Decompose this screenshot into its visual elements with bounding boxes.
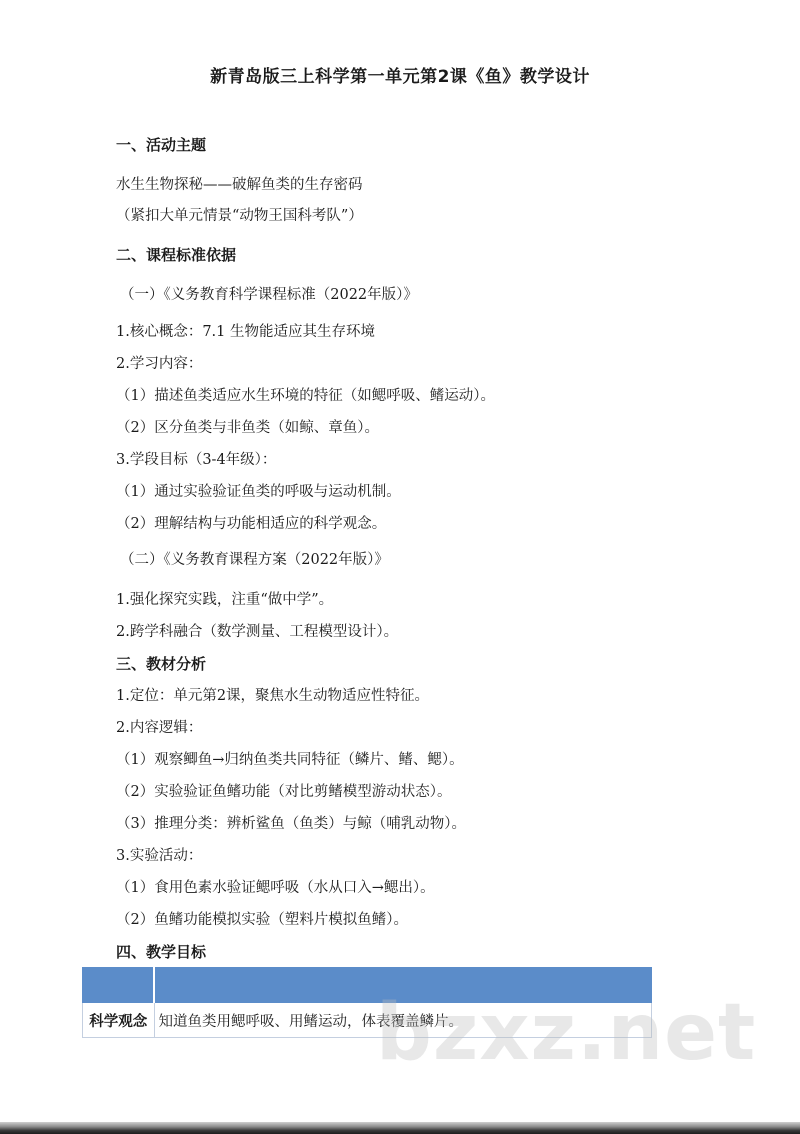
teaching-goals-table xyxy=(82,967,652,1038)
textbook-position: 1.定位：单元第2课，聚焦水生动物适应性特征。 xyxy=(116,688,430,704)
experiment-item: （1）食用色素水验证鳃呼吸（水从口入→鳃出）。 xyxy=(116,880,435,896)
experiment-item: （2）鱼鳍功能模拟实验（塑料片模拟鱼鳍）。 xyxy=(116,912,408,928)
content-logic-item: （2）实验验证鱼鳍功能（对比剪鳍模型游动状态）。 xyxy=(116,784,452,800)
activity-theme-context: （紧扣大单元情景“动物王国科考队”） xyxy=(116,208,363,224)
stage-goal-item: （1）通过实验验证鱼类的呼吸与运动机制。 xyxy=(116,484,401,500)
core-concept: 1.核心概念：7.1 生物能适应其生存环境 xyxy=(116,324,376,340)
document-title: 新青岛版三上科学第一单元第2课《鱼》教学设计 xyxy=(210,67,590,87)
goal-description-cell: 知道鱼类用鳃呼吸、用鳍运动，体表覆盖鳞片。 xyxy=(154,1003,651,1038)
table-header-cell xyxy=(83,968,155,1003)
section-heading-activity-theme: 一、活动主题 xyxy=(116,136,207,154)
content-logic-item: （1）观察鲫鱼→归纳鱼类共同特征（鳞片、鳍、鳃）。 xyxy=(116,752,464,768)
experiment-label: 3.实验活动： xyxy=(116,848,203,864)
activity-theme-text: 水生生物探秘——破解鱼类的生存密码 xyxy=(116,177,363,193)
section-heading-teaching-goals: 四、教学目标 xyxy=(116,943,207,961)
section-heading-curriculum-standard: 二、课程标准依据 xyxy=(116,246,237,264)
plan-item: 1.强化探究实践，注重“做中学”。 xyxy=(116,592,334,608)
standard-title-science: （一）《义务教育科学课程标准（2022年版）》 xyxy=(120,287,418,303)
learning-content-item: （2）区分鱼类与非鱼类（如鲸、章鱼）。 xyxy=(116,420,379,436)
stage-goal-label: 3.学段目标（3-4年级）： xyxy=(116,452,277,468)
learning-content-item: （1）描述鱼类适应水生环境的特征（如鳃呼吸、鳍运动）。 xyxy=(116,388,495,404)
goal-category-cell: 科学观念 xyxy=(83,1003,155,1038)
stage-goal-item: （2）理解结构与功能相适应的科学观念。 xyxy=(116,516,387,532)
table-header-row xyxy=(83,968,652,1003)
standard-title-plan: （二）《义务教育课程方案（2022年版）》 xyxy=(120,552,389,568)
watermark: bzxz.net xyxy=(376,988,757,1078)
section-heading-textbook-analysis: 三、教材分析 xyxy=(116,655,207,673)
table-row xyxy=(83,1003,652,1038)
page-bottom-edge xyxy=(0,1122,800,1134)
plan-item: 2.跨学科融合（数学测量、工程模型设计）。 xyxy=(116,624,399,640)
content-logic-label: 2.内容逻辑： xyxy=(116,720,203,736)
learning-content-label: 2.学习内容： xyxy=(116,356,203,372)
table-header-cell xyxy=(154,968,651,1003)
content-logic-item: （3）推理分类：辨析鲨鱼（鱼类）与鲸（哺乳动物）。 xyxy=(116,816,466,832)
